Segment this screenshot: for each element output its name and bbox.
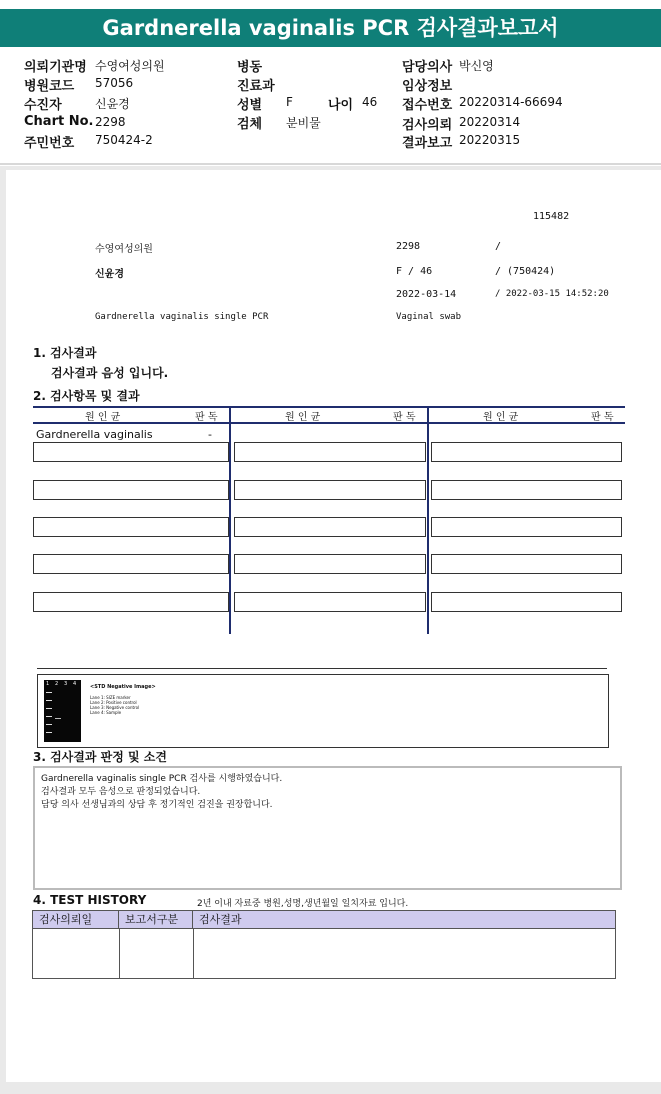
col-organism-2: 원 인 균 xyxy=(285,412,321,423)
gel-caption-lines xyxy=(90,695,139,715)
report-sex-age: F / 46 xyxy=(396,266,433,277)
section1-text: 검사결과 음성 입니다. xyxy=(51,366,169,380)
report-birth: / (750424) xyxy=(495,266,556,277)
value-report-date: 20220315 xyxy=(459,133,521,147)
label-department: 진료과 xyxy=(237,79,275,94)
value-sex: F xyxy=(286,95,293,109)
result-cell xyxy=(33,554,229,574)
section1-title: 1. 검사결과 xyxy=(33,346,97,360)
gel-caption-title: <STD Negative Image> xyxy=(90,684,156,690)
report-slash: / xyxy=(495,241,502,252)
label-age: 나이 xyxy=(328,98,354,113)
marker-band xyxy=(46,732,52,733)
opinion-line: 검사결과 모두 음성으로 판정되었습니다. xyxy=(41,787,201,797)
history-header-result: 검사결과 xyxy=(193,911,615,929)
history-cell xyxy=(33,929,120,978)
result-cell xyxy=(431,442,622,462)
results-grid-header xyxy=(33,406,625,424)
result-cell xyxy=(431,480,622,500)
label-clinical-info: 임상정보 xyxy=(402,79,453,94)
value-doctor: 박신영 xyxy=(459,59,494,73)
result-cell xyxy=(33,442,229,462)
result-cell xyxy=(431,592,622,612)
col-judgement-3: 판 독 xyxy=(591,412,614,423)
history-header-type: 보고서구분 xyxy=(119,911,193,929)
grid-divider-2 xyxy=(427,406,429,634)
label-patient: 수진자 xyxy=(24,98,62,113)
label-sex: 성별 xyxy=(237,98,263,113)
history-table xyxy=(32,910,616,979)
col-organism-1: 원 인 균 xyxy=(85,412,121,423)
gel-caption-line: Lane 4: Sample xyxy=(90,710,122,715)
history-header-request: 검사의뢰일 xyxy=(33,911,119,929)
result-cell xyxy=(431,554,622,574)
gel-caption-line: Lane 3: Negative control xyxy=(90,705,140,710)
section3-title: 3. 검사결과 판정 및 소견 xyxy=(33,750,167,764)
marker-band xyxy=(46,724,52,725)
gel-caption-line: Lane 1: SIZE marker xyxy=(90,695,131,700)
history-cell xyxy=(119,929,194,978)
opinion-line: Gardnerella vaginalis single PCR 검사를 시행하였습니다. xyxy=(41,774,283,784)
report-id: 115482 xyxy=(533,211,570,222)
report-title: Gardnerella vaginalis PCR 검사결과보고서 xyxy=(0,9,661,47)
value-clinic: 수영여성의원 xyxy=(95,59,165,73)
result-cell xyxy=(234,592,426,612)
report-chart: 2298 xyxy=(396,241,421,252)
gel-image xyxy=(44,680,81,742)
value-chart-no: 2298 xyxy=(95,115,126,129)
result-cell xyxy=(234,442,426,462)
value-age: 46 xyxy=(362,95,378,109)
marker-band xyxy=(46,692,52,693)
lane-label: 3 xyxy=(64,681,68,687)
image-top-rule xyxy=(37,668,607,669)
positive-band xyxy=(55,718,61,719)
label-hospital-code: 병원코드 xyxy=(24,79,75,94)
col-judgement-2: 판 독 xyxy=(393,412,416,423)
label-request-date: 검사의뢰 xyxy=(402,118,453,133)
label-receipt-no: 접수번호 xyxy=(402,98,453,113)
history-note: 2년 이내 자료중 병원,성명,생년월일 일치자료 입니다. xyxy=(197,899,409,909)
label-report-date: 결과보고 xyxy=(402,136,453,151)
label-specimen: 검체 xyxy=(237,117,263,132)
col-judgement-1: 판 독 xyxy=(195,412,218,423)
value-specimen: 분비물 xyxy=(286,116,321,130)
section4-title: 4. TEST HISTORY xyxy=(33,893,147,907)
report-date-request: 2022-03-14 xyxy=(396,289,457,300)
marker-band xyxy=(46,708,52,709)
col-organism-3: 원 인 균 xyxy=(483,412,519,423)
value-resident-no: 750424-2 xyxy=(95,133,153,147)
value-patient: 신윤경 xyxy=(95,97,130,111)
label-doctor: 담당의사 xyxy=(402,60,453,75)
report-specimen: Vaginal swab xyxy=(396,312,462,322)
report-header xyxy=(0,0,661,166)
marker-band xyxy=(46,700,52,701)
report-clinic: 수영여성의원 xyxy=(95,244,153,255)
header-divider xyxy=(0,163,661,165)
report-test-name: Gardnerella vaginalis single PCR xyxy=(95,312,269,322)
result-cell xyxy=(33,592,229,612)
label-clinic: 의뢰기관명 xyxy=(24,60,87,75)
result-cell xyxy=(234,480,426,500)
section2-title: 2. 검사항목 및 결과 xyxy=(33,389,140,403)
opinion-box xyxy=(33,766,622,890)
lane-label: 1 xyxy=(46,681,50,687)
opinion-line: 담당 의사 선생님과의 상담 후 정기적인 검진을 권장합니다. xyxy=(41,800,273,810)
result-cell xyxy=(33,480,229,500)
value-receipt-no: 20220314-66694 xyxy=(459,95,563,109)
report-patient: 신윤경 xyxy=(95,269,124,280)
result-cell xyxy=(234,554,426,574)
result-cell xyxy=(33,517,229,537)
grid-divider-1 xyxy=(229,406,231,634)
result-cell xyxy=(431,517,622,537)
report-date-report: / 2022-03-15 14:52:20 xyxy=(495,289,609,299)
lane-label: 2 xyxy=(55,681,59,687)
item-result: - xyxy=(208,428,212,441)
gel-image-box xyxy=(37,674,609,748)
result-cell xyxy=(234,517,426,537)
opinion-text xyxy=(41,773,282,812)
value-hospital-code: 57056 xyxy=(95,76,134,90)
value-request-date: 20220314 xyxy=(459,115,521,129)
lane-label: 4 xyxy=(73,681,77,687)
marker-band xyxy=(46,716,52,717)
label-chart-no: Chart No. xyxy=(24,114,94,129)
label-ward: 병동 xyxy=(237,60,263,75)
label-resident-no: 주민번호 xyxy=(24,136,75,151)
gel-caption-line: Lane 2: Positive control xyxy=(90,700,137,705)
item-organism: Gardnerella vaginalis xyxy=(36,428,153,441)
